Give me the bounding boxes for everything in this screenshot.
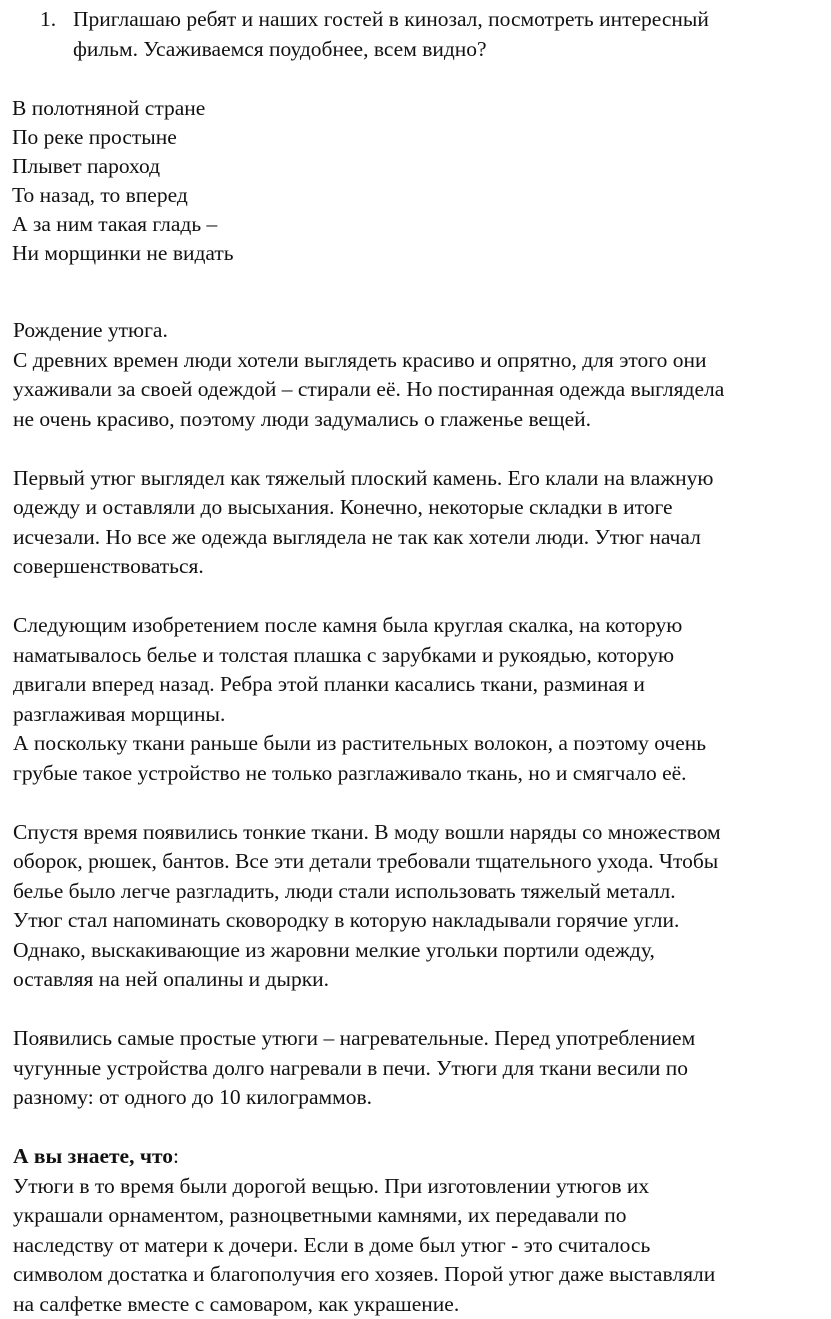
paragraph-line: символом достатка и благополучия его хозяев. Порой утюг даже выставляли — [13, 1260, 825, 1290]
list-number: 1. — [40, 4, 56, 34]
paragraph-2 — [13, 464, 825, 582]
intro-list-item — [40, 4, 820, 64]
poem-line: Плывет пароход — [12, 152, 234, 181]
paragraph-line: разному: от одного до 10 килограммов. — [13, 1083, 825, 1113]
paragraph-line: на салфетке вместе с самоваром, как украшение. — [13, 1290, 825, 1319]
paragraph-line: двигали вперед назад. Ребра этой планки касались ткани, разминая и — [13, 670, 825, 700]
paragraph-line: украшали орнаментом, разноцветными камнями, их передавали по — [13, 1201, 825, 1231]
paragraph-line: не очень красиво, поэтому люди задумались о глаженье вещей. — [13, 405, 825, 435]
paragraph-line: наматывалось белье и толстая плашка с зарубками и рукоядью, которую — [13, 641, 825, 671]
paragraph-line: чугунные устройства долго нагревали в печи. Утюги для ткани весили по — [13, 1054, 825, 1084]
paragraph-line: наследству от матери к дочери. Если в доме был утюг - это считалось — [13, 1231, 825, 1261]
paragraph-line: ухаживали за своей одеждой – стирали её. Но постиранная одежда выглядела — [13, 375, 825, 405]
paragraph-1 — [13, 346, 825, 435]
paragraph-line: белье было легче разгладить, люди стали использовать тяжелый металл. — [13, 877, 825, 907]
poem-line: А за ним такая гладь – — [12, 210, 234, 239]
intro-line: фильм. Усаживаемся поудобнее, всем видно? — [73, 34, 820, 64]
article-heading: Рождение утюга. — [13, 316, 825, 346]
paragraph-line: одежду и оставляли до высыхания. Конечно, некоторые складки в итоге — [13, 493, 825, 523]
paragraph-4 — [13, 729, 825, 788]
paragraph-3 — [13, 611, 825, 729]
paragraph-line: Утюг стал напоминать сковородку в которую накладывали горячие угли. — [13, 906, 825, 936]
paragraph-line: оставляя на ней опалины и дырки. — [13, 965, 825, 995]
paragraph-line: исчезали. Но все же одежда выглядела не так как хотели люди. Утюг начал — [13, 523, 825, 553]
fact-heading — [13, 1142, 825, 1172]
paragraph-line: оборок, рюшек, бантов. Все эти детали требовали тщательного ухода. Чтобы — [13, 847, 825, 877]
poem-line: По реке простыне — [12, 123, 234, 152]
paragraph-7 — [13, 1172, 825, 1319]
paragraph-line: Следующим изобретением после камня была круглая скалка, на которую — [13, 611, 825, 641]
poem-line: В полотняной стране — [12, 94, 234, 123]
article — [13, 316, 825, 1319]
poem-line: То назад, то вперед — [12, 181, 234, 210]
intro-text — [40, 4, 820, 64]
fact-heading-colon: : — [173, 1144, 179, 1168]
paragraph-line: Первый утюг выглядел как тяжелый плоский камень. Его клали на влажную — [13, 464, 825, 494]
paragraph-line: совершенствоваться. — [13, 552, 825, 582]
paragraph-line: Спустя время появились тонкие ткани. В моду вошли наряды со множеством — [13, 818, 825, 848]
paragraph-line: разглаживая морщины. — [13, 700, 825, 730]
fact-heading-bold: А вы знаете, что — [13, 1144, 173, 1168]
poem — [12, 94, 234, 268]
paragraph-line: С древних времен люди хотели выглядеть красиво и опрятно, для этого они — [13, 346, 825, 376]
paragraph-line: грубые такое устройство не только разглаживало ткань, но и смягчало её. — [13, 759, 825, 789]
paragraph-line: Утюги в то время были дорогой вещью. При изготовлении утюгов их — [13, 1172, 825, 1202]
paragraph-line: А поскольку ткани раньше были из растительных волокон, а поэтому очень — [13, 729, 825, 759]
paragraph-5 — [13, 818, 825, 995]
intro-line: Приглашаю ребят и наших гостей в кинозал, посмотреть интересный — [73, 4, 820, 34]
poem-line: Ни морщинки не видать — [12, 239, 234, 268]
paragraph-line: Появились самые простые утюги – нагревательные. Перед употреблением — [13, 1024, 825, 1054]
paragraph-line: Однако, выскакивающие из жаровни мелкие угольки портили одежду, — [13, 936, 825, 966]
paragraph-6 — [13, 1024, 825, 1113]
